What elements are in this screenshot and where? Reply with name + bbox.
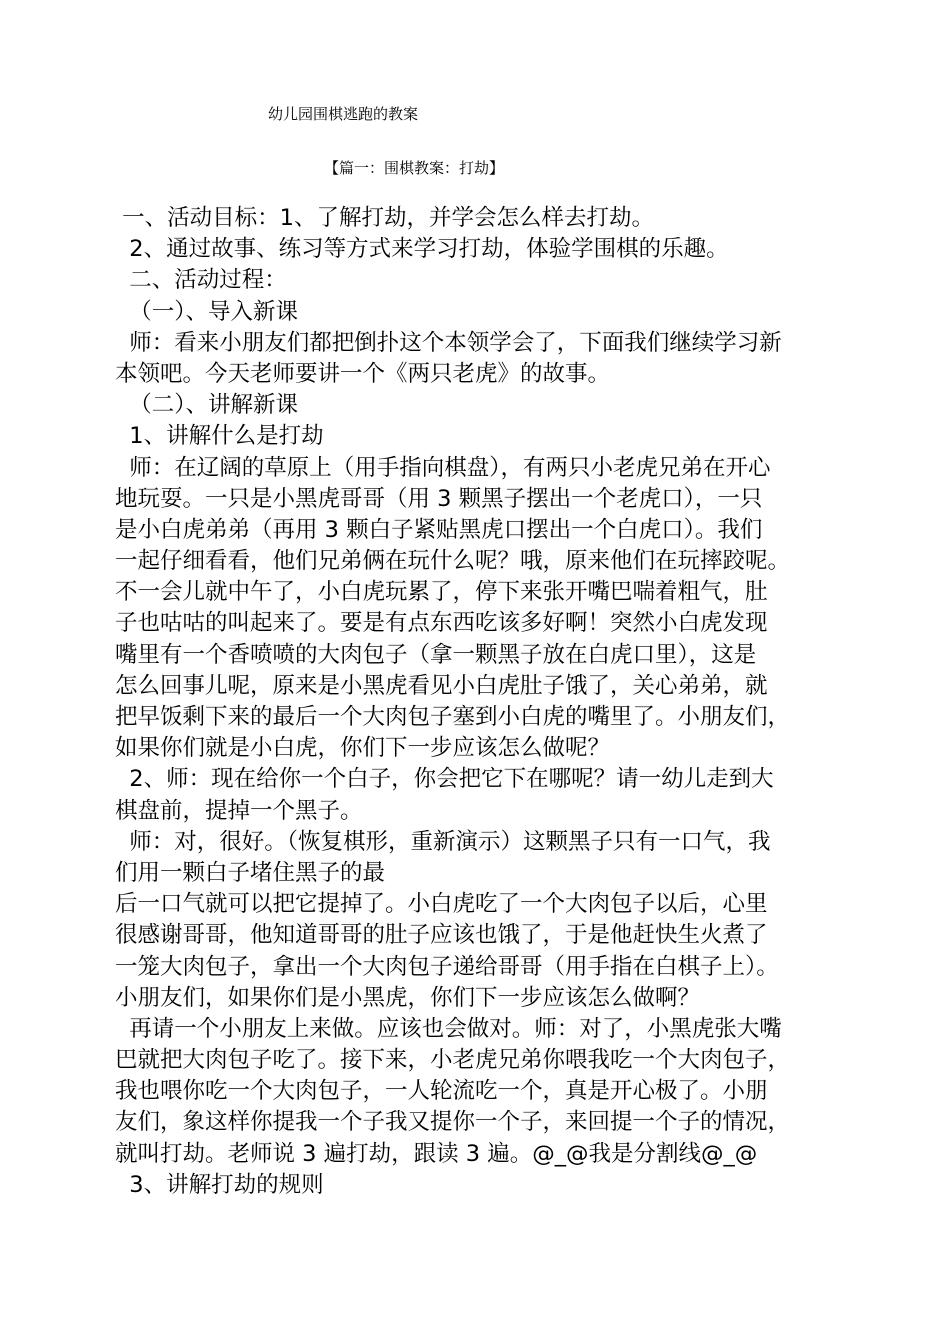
text-line: 本领吧。今天老师要讲一个《两只老虎》的故事。 bbox=[115, 360, 611, 387]
text-line: 棋盘前，提掉一个黑子。 bbox=[115, 797, 363, 824]
text-line: 嘴里有一个香喷喷的大肉包子（拿一颗黑子放在白虎口里），这是 bbox=[115, 641, 757, 668]
text-line: 把早饭剩下来的最后一个大肉包子塞到小白虎的嘴里了。小朋友们， bbox=[115, 704, 791, 730]
text-line: 怎么回事儿呢，原来是小黑虎看见小白虎肚子饿了，关心弟弟，就 bbox=[115, 672, 768, 699]
text-line: 2、通过故事、练习等方式来学习打劫，体验学围棋的乐趣。 bbox=[115, 236, 729, 263]
text-line: 我也喂你吃一个大肉包子，一人轮流吃一个，真是开心极了。小朋 bbox=[115, 1078, 768, 1105]
text-line: 小朋友们，如果你们是小黑虎，你们下一步应该怎么做啊？ bbox=[115, 984, 701, 1011]
text-line: 师：看来小朋友们都把倒扑这个本领学会了，下面我们继续学习新 bbox=[115, 329, 782, 356]
text-line: 友们，象这样你提我一个子我又提你一个子，来回提一个子的情况， bbox=[115, 1109, 791, 1136]
document-title: 幼儿园围棋逃跑的教案 bbox=[268, 105, 419, 123]
text-line: 1、讲解什么是打劫 bbox=[115, 423, 324, 450]
text-line: 二、活动过程： bbox=[115, 267, 287, 294]
document-body bbox=[115, 203, 835, 1201]
text-line: 子也咕咕的叫起来了。要是有点东西吃该多好啊！突然小白虎发现 bbox=[115, 610, 768, 637]
text-line: 地玩耍。一只是小黑虎哥哥（用 3 颗黑子摆出一个老虎口），一只 bbox=[115, 485, 763, 512]
text-line: 一起仔细看看，他们兄弟俩在玩什么呢？哦，原来他们在玩摔跤呢。 bbox=[115, 548, 791, 575]
text-line: 一笼大肉包子，拿出一个大肉包子递给哥哥（用手指在白棋子上）。 bbox=[115, 953, 779, 980]
text-line: 后一口气就可以把它提掉了。小白虎吃了一个大肉包子以后，心里 bbox=[115, 891, 768, 918]
text-line: 巴就把大肉包子吃了。接下来，小老虎兄弟你喂我吃一个大肉包子， bbox=[115, 1047, 791, 1074]
document-subtitle: 【篇一：围棋教案：打劫】 bbox=[324, 159, 505, 177]
text-line: （一）、导入新课 bbox=[115, 298, 299, 325]
text-line: 不一会儿就中午了，小白虎玩累了，停下来张开嘴巴喘着粗气，肚 bbox=[115, 579, 768, 606]
text-line: 如果你们就是小白虎，你们下一步应该怎么做呢？ bbox=[115, 735, 611, 762]
text-line: 们用一颗白子堵住黑子的最 bbox=[115, 859, 386, 886]
text-line: 3、讲解打劫的规则 bbox=[115, 1171, 324, 1198]
text-line: 很感谢哥哥，他知道哥哥的肚子应该也饿了，于是他赶快生火煮了 bbox=[115, 922, 768, 949]
text-line: 是小白虎弟弟（再用 3 颗白子紧贴黑虎口摆出一个白虎口）。我们 bbox=[115, 516, 763, 543]
text-line: 一、活动目标：1、了解打劫，并学会怎么样去打劫。 bbox=[115, 205, 654, 231]
text-line: （二）、讲解新课 bbox=[115, 392, 299, 419]
text-line: 2、师：现在给你一个白子，你会把它下在哪呢？请一幼儿走到大 bbox=[115, 766, 774, 793]
text-line: 就叫打劫。老师说 3 遍打劫，跟读 3 遍。@_@我是分割线@_@ bbox=[115, 1140, 758, 1167]
text-line: 师：对，很好。（恢复棋形，重新演示）这颗黑子只有一口气，我 bbox=[115, 828, 771, 855]
text-line: 师：在辽阔的草原上（用手指向棋盘），有两只小老虎兄弟在开心 bbox=[115, 454, 771, 481]
text-line: 再请一个小朋友上来做。应该也会做对。师：对了，小黑虎张大嘴 bbox=[115, 1015, 782, 1042]
